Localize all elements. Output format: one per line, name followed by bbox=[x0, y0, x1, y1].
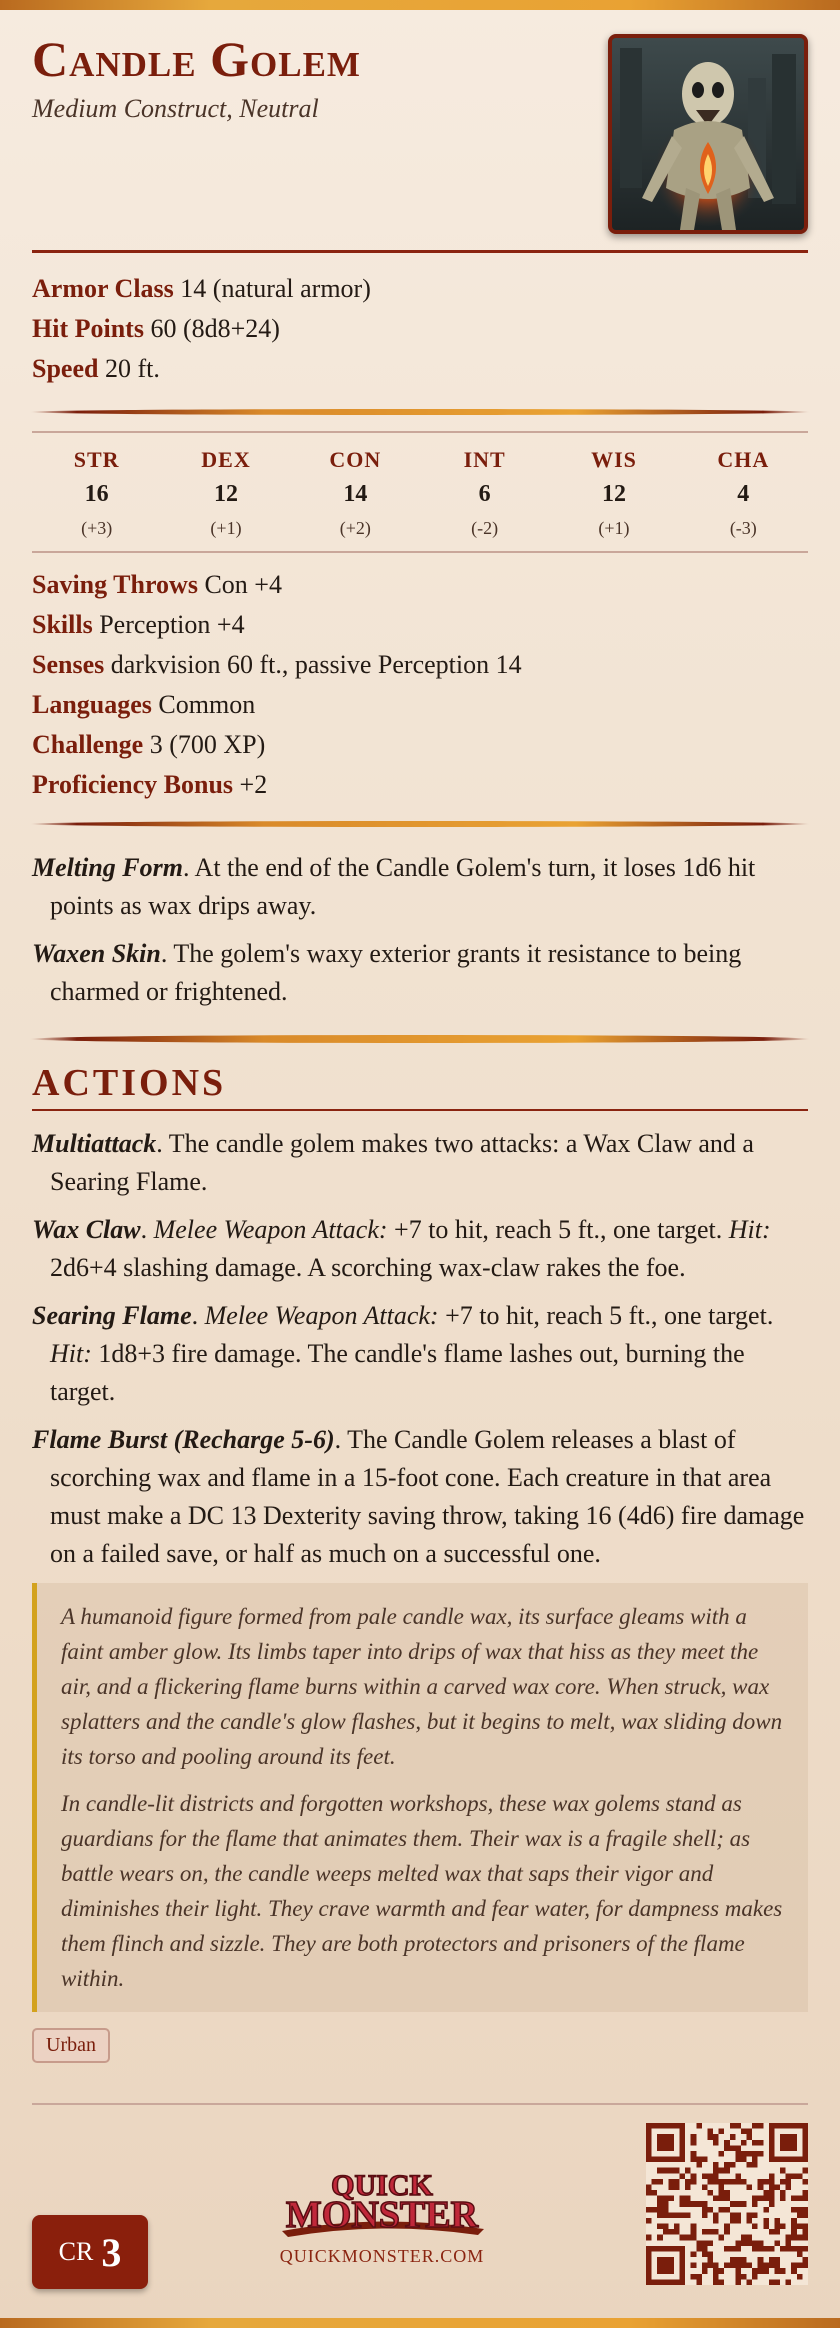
top-border bbox=[0, 0, 840, 10]
ability-dex bbox=[161, 447, 290, 539]
ability-label: CHA bbox=[717, 447, 770, 472]
skills bbox=[32, 605, 808, 645]
ability-score: 4 bbox=[737, 481, 750, 507]
senses bbox=[32, 645, 808, 685]
hit-points bbox=[32, 309, 808, 349]
trait-name: Melting Form bbox=[32, 853, 183, 882]
hit-text: 2d6+4 slashing damage. A scorching wax-claw rakes the foe. bbox=[50, 1253, 686, 1282]
trait-waxen-skin bbox=[32, 935, 808, 1011]
armor-class bbox=[32, 269, 808, 309]
header bbox=[32, 10, 808, 250]
languages bbox=[32, 685, 808, 725]
cr-badge bbox=[32, 2215, 148, 2289]
proficiency-bonus bbox=[32, 765, 808, 805]
trait-text: The golem's waxy exterior grants it resistance to being charmed or frightened. bbox=[50, 939, 742, 1006]
monster-subtitle: Medium Construct, Neutral bbox=[32, 94, 319, 123]
lore-paragraph: A humanoid figure formed from pale candle wax, its surface gleams with a faint amber glow. Its limbs taper into drips of wax that hiss as they meet the air, and a flickering flame burns within a carved wax core. When struck, wax splatters and the candle's glow flashes, but it begins to melt, wax sliding down its torso and pooling around its feet. bbox=[61, 1604, 783, 1769]
attack-type: Melee Weapon Attack: bbox=[153, 1215, 388, 1244]
ornament-divider bbox=[30, 821, 810, 827]
action-name-period: . bbox=[156, 1129, 163, 1158]
lore-box bbox=[32, 1583, 808, 2012]
skills-value: Perception +4 bbox=[99, 610, 245, 639]
action-name: Wax Claw bbox=[32, 1215, 141, 1244]
ornament-divider bbox=[30, 409, 810, 415]
speed-label: Speed bbox=[32, 354, 99, 383]
hit-points-label: Hit Points bbox=[32, 314, 144, 343]
action-name: Searing Flame bbox=[32, 1301, 192, 1330]
ability-modifier: (+1) bbox=[210, 518, 242, 538]
basic-stats bbox=[32, 253, 808, 401]
cr-value: 3 bbox=[101, 2229, 122, 2275]
logo-line1: QUICK bbox=[331, 2169, 433, 2202]
properties bbox=[32, 553, 808, 813]
languages-label: Languages bbox=[32, 690, 152, 719]
ability-con bbox=[291, 447, 420, 539]
ability-label: DEX bbox=[201, 447, 251, 472]
stat-block bbox=[32, 10, 808, 2063]
action-text: The candle golem makes two attacks: a Wax Claw and a Searing Flame. bbox=[50, 1129, 754, 1196]
hit-label: Hit: bbox=[728, 1215, 771, 1244]
ability-label: CON bbox=[329, 447, 382, 472]
ability-label: WIS bbox=[591, 447, 637, 472]
ornament-divider bbox=[30, 1035, 810, 1043]
bottom-border bbox=[0, 2318, 840, 2328]
traits bbox=[32, 835, 808, 1027]
attack-type: Melee Weapon Attack: bbox=[204, 1301, 439, 1330]
challenge-value: 3 (700 XP) bbox=[149, 730, 266, 759]
trait-name-period: . bbox=[182, 853, 190, 882]
monster-name: Candle Golem bbox=[32, 31, 361, 87]
ability-modifier: (-3) bbox=[729, 518, 757, 538]
ability-str bbox=[32, 447, 161, 539]
action-flame-burst bbox=[32, 1421, 808, 1573]
trait-melting-form bbox=[32, 849, 808, 925]
action-name: Flame Burst (Recharge 5-6) bbox=[32, 1425, 335, 1454]
attack-text: +7 to hit, reach 5 ft., one target. bbox=[438, 1301, 774, 1330]
languages-value: Common bbox=[158, 690, 256, 719]
speed-value: 20 ft. bbox=[104, 354, 160, 383]
logo-line2: MONSTER bbox=[285, 2194, 479, 2236]
action-name: Multiattack bbox=[32, 1129, 157, 1158]
speed bbox=[32, 349, 808, 389]
qr-code-icon[interactable] bbox=[646, 2123, 808, 2285]
ability-score: 6 bbox=[478, 481, 491, 507]
cr-label: CR bbox=[58, 2237, 94, 2266]
ability-score: 12 bbox=[601, 481, 626, 507]
ability-score: 14 bbox=[343, 481, 368, 507]
action-multiattack bbox=[32, 1125, 808, 1201]
saving-throws-label: Saving Throws bbox=[32, 570, 198, 599]
hit-text: 1d8+3 fire damage. The candle's flame lashes out, burning the target. bbox=[50, 1339, 745, 1406]
hit-label: Hit: bbox=[50, 1339, 92, 1368]
trait-text: At the end of the Candle Golem's turn, it loses 1d6 hit points as wax drips away. bbox=[50, 853, 756, 920]
ability-cha bbox=[679, 447, 808, 539]
action-name-period: . bbox=[191, 1301, 205, 1330]
action-name-period: . bbox=[334, 1425, 342, 1454]
challenge-label: Challenge bbox=[32, 730, 144, 759]
saving-throws-value: Con +4 bbox=[204, 570, 282, 599]
ability-label: STR bbox=[73, 447, 120, 472]
trait-name-period: . bbox=[160, 939, 168, 968]
ability-label: INT bbox=[463, 447, 506, 472]
logo-wordmark bbox=[252, 2165, 512, 2239]
trait-name: Waxen Skin bbox=[32, 939, 161, 968]
action-searing-flame bbox=[32, 1297, 808, 1411]
saving-throws bbox=[32, 565, 808, 605]
actions-heading: ACTIONS bbox=[32, 1061, 808, 1111]
ability-wis bbox=[549, 447, 678, 539]
quickmonster-logo[interactable] bbox=[252, 2165, 512, 2267]
challenge bbox=[32, 725, 808, 765]
environment-tag[interactable]: Urban bbox=[32, 2028, 110, 2063]
ability-modifier: (+1) bbox=[598, 518, 630, 538]
action-text: The Candle Golem releases a blast of scorching wax and flame in a 15-foot cone. Each creature in that area must make a DC 13 Dexterity saving throw, taking 16 (4d6) fire damage on a failed save, or half as much on a successful one. bbox=[50, 1425, 805, 1568]
action-wax-claw bbox=[32, 1211, 808, 1287]
proficiency-bonus-value: +2 bbox=[239, 770, 268, 799]
skills-label: Skills bbox=[32, 610, 93, 639]
armor-class-label: Armor Class bbox=[32, 274, 174, 303]
footer bbox=[32, 2103, 808, 2303]
ability-modifier: (+2) bbox=[339, 518, 371, 538]
lore-paragraph: In candle-lit districts and forgotten workshops, these wax golems stand as guardians for the flame that animates them. Their wax is a fragile shell; as battle wears on, the candle weeps melted wax that saps their vigor and diminishes their light. They crave warmth and fear water, for dampness makes them flinch and sizzle. They are both protectors and prisoners of the flame within. bbox=[61, 1791, 783, 1991]
senses-value: darkvision 60 ft., passive Perception 14 bbox=[110, 650, 522, 679]
actions bbox=[32, 1111, 808, 1573]
ability-modifier: (+3) bbox=[81, 518, 113, 538]
ability-score: 16 bbox=[84, 481, 109, 507]
action-name-period: . bbox=[140, 1215, 154, 1244]
armor-class-value: 14 (natural armor) bbox=[180, 274, 371, 303]
senses-label: Senses bbox=[32, 650, 105, 679]
proficiency-bonus-label: Proficiency Bonus bbox=[32, 770, 234, 799]
ability-scores bbox=[32, 431, 808, 553]
hit-points-value: 60 (8d8+24) bbox=[150, 314, 280, 343]
ability-modifier: (-2) bbox=[471, 518, 499, 538]
ability-score: 12 bbox=[213, 481, 238, 507]
attack-text: +7 to hit, reach 5 ft., one target. bbox=[387, 1215, 729, 1244]
logo-site: QUICKMONSTER.COM bbox=[279, 2246, 485, 2266]
ability-int bbox=[420, 447, 549, 539]
candle-golem-portrait bbox=[608, 34, 808, 234]
